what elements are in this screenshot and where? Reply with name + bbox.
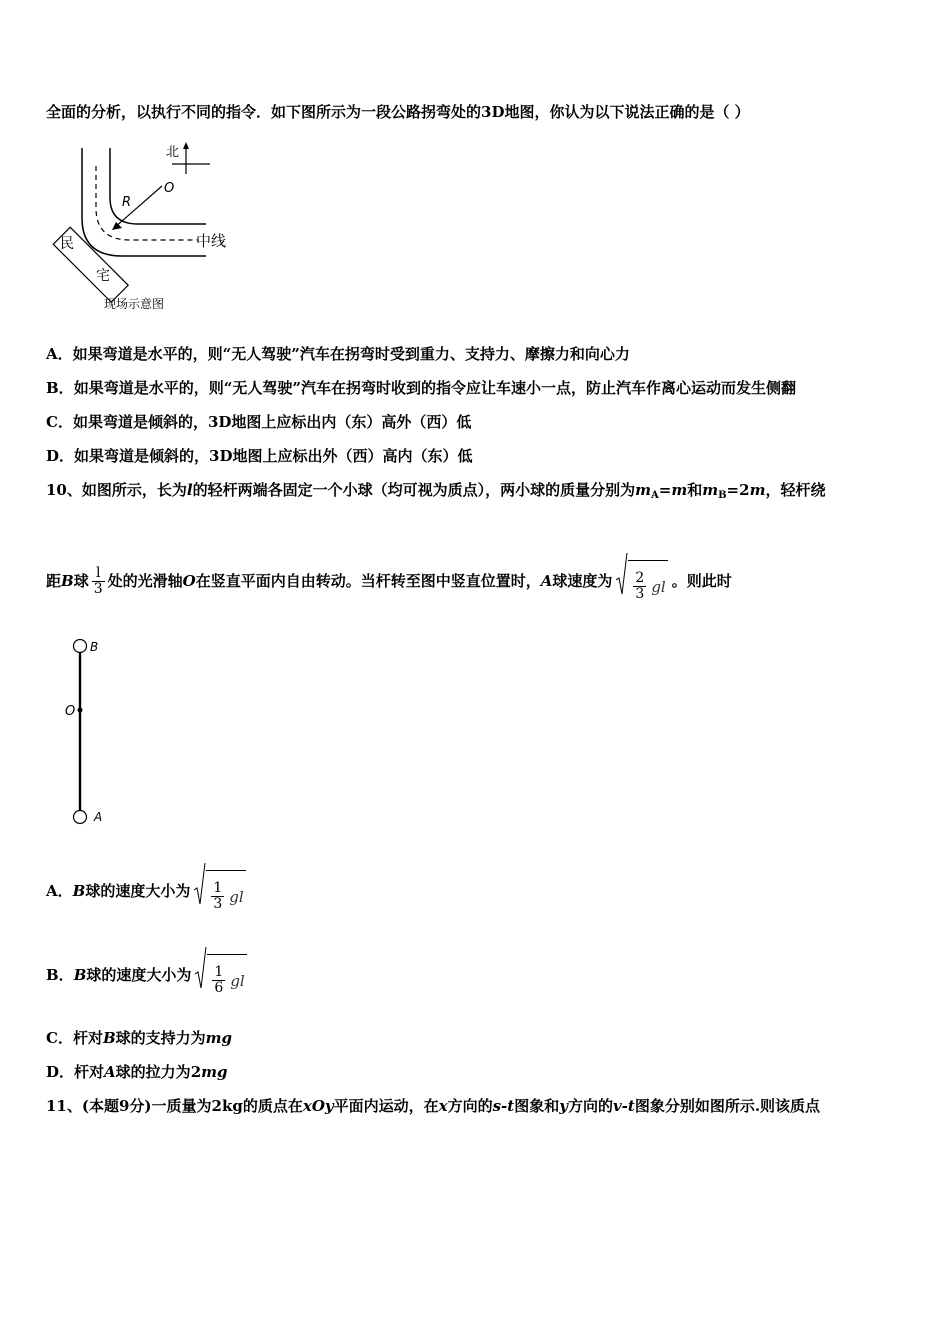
axis-o-dot (78, 708, 83, 713)
option-text: 球的拉力为 (115, 1063, 191, 1081)
q10-text-a: 如图所示，长为 (81, 481, 187, 499)
road-center-dashed (96, 166, 198, 240)
axis-o-ref: O (182, 571, 196, 590)
sqrt-sign-icon (616, 552, 628, 596)
label-a: A (94, 810, 103, 824)
frac-den: 6 (214, 980, 224, 996)
sqrt-sign-icon (194, 862, 206, 906)
sqrt-one-sixth-gl (195, 946, 246, 1006)
q11-mass: 2kg (211, 1097, 243, 1115)
q10-text-f: 处的光滑轴 (107, 571, 183, 590)
north-arrowhead (183, 142, 189, 149)
q10-option-a (46, 862, 250, 922)
ball-ref: B (72, 881, 86, 900)
q11-text-e: 图象和 (514, 1097, 560, 1115)
sqrt-fraction (211, 881, 224, 912)
option-text: 球的速度大小为 (86, 965, 192, 984)
option-pre: 杆对 (72, 1029, 103, 1047)
option-letter: A． (46, 881, 73, 900)
house-label-1: 民 (60, 236, 74, 252)
option-letter: C． (46, 413, 73, 431)
option-letter: D． (46, 1063, 75, 1081)
q10-option-d (46, 1062, 228, 1082)
centerline-label: 中线 (196, 232, 227, 250)
road-inner-edge (110, 148, 206, 224)
frac-num: l (92, 566, 105, 582)
question-number: 11、 (46, 1097, 82, 1115)
q10-text-b: 的轻杆两端各固定一个小球（均可视为质点），两小球的质量分别为 (192, 481, 636, 499)
q10-text-g: 在竖直平面内自由转动。当杆转至图中竖直位置时， (195, 571, 541, 590)
mass-a-value: m (671, 481, 688, 499)
frac-num: 2 (635, 570, 645, 586)
gl-term: gl (229, 887, 244, 906)
sqrt-sign-icon (195, 946, 207, 990)
rod-figure (60, 636, 120, 832)
q9-option-b (46, 378, 796, 398)
q10-text-c: ，轻杆绕 (765, 481, 826, 499)
q9-option-c (46, 412, 471, 432)
r-label: R (122, 195, 132, 210)
q10-text-d: 距 (46, 571, 62, 590)
frac-num: 1 (213, 880, 223, 896)
frac-den: 3 (635, 586, 645, 602)
o-label: O (164, 181, 175, 196)
q10-option-c (46, 1028, 232, 1048)
mass-b-value: m (749, 481, 766, 499)
sqrt-fraction (633, 571, 646, 602)
fraction-l-over-3 (92, 566, 105, 597)
q11-x: x (438, 1097, 448, 1115)
option-text: 如果弯道是倾斜的，3D地图上应标出内（东）高外（西）低 (72, 413, 472, 431)
sqrt-one-third-gl (194, 862, 245, 922)
ball-a (74, 811, 87, 824)
q10-text-i: 。则此时 (671, 571, 732, 590)
option-letter: A． (46, 345, 73, 363)
sqrt-fraction (212, 965, 225, 996)
option-value-var: mg (201, 1063, 228, 1081)
mass-a-sub: A (650, 490, 659, 501)
north-label: 北 (166, 145, 180, 160)
question-number: 10、 (46, 481, 82, 499)
house-label-2: 宅 (96, 268, 110, 284)
q11-text-g: 图象分别如图所示.则该质点 (634, 1097, 821, 1115)
q10-line-2 (46, 552, 732, 602)
option-pre: 杆对 (74, 1063, 105, 1081)
option-letter: D． (46, 447, 75, 465)
option-letter: B． (46, 965, 74, 984)
q11-plane: xOy (302, 1097, 334, 1115)
option-text: 如果弯道是水平的，则“无人驾驶”汽车在拐弯时受到重力、支持力、摩擦力和向心力 (72, 345, 630, 363)
var-l: l (186, 481, 193, 499)
mass-b-sub: B (718, 490, 727, 501)
q11-text-a: 一质量为 (151, 1097, 212, 1115)
q9-option-a (46, 344, 630, 364)
q10-and: 和 (687, 481, 703, 499)
q10-text-e: 球 (73, 571, 89, 590)
ball-ref: B (73, 965, 87, 984)
q11-line-1 (46, 1096, 820, 1116)
ball-ref: A (104, 1063, 116, 1081)
mass-b-eq: =2 (726, 481, 750, 499)
q9-option-d (46, 446, 472, 466)
mass-a-eq: = (658, 481, 672, 499)
ball-b (74, 640, 87, 653)
ball-ref: B (102, 1029, 116, 1047)
label-o: O (65, 704, 76, 719)
q11-text-b: 的质点在 (242, 1097, 303, 1115)
sqrt-two-thirds-gl (616, 552, 667, 612)
q10-text-h: 球速度为 (552, 571, 613, 590)
q11-st: s-t (492, 1097, 515, 1115)
q11-text-c: 平面内运动，在 (333, 1097, 439, 1115)
figure-caption: 现场示意图 (104, 297, 165, 311)
road-bend-figure (46, 138, 246, 318)
q11-tag: (本题9分) (81, 1097, 152, 1115)
gl-term: gl (651, 577, 666, 596)
q11-text-f: 方向的 (567, 1097, 613, 1115)
option-value-num: 2 (190, 1063, 202, 1081)
option-value: mg (205, 1029, 233, 1047)
frac-den: 3 (213, 896, 223, 912)
frac-num: 1 (214, 964, 224, 980)
q11-vt: v-t (612, 1097, 635, 1115)
option-text: 球的支持力为 (115, 1029, 206, 1047)
radius-arrowhead (112, 222, 122, 230)
option-text: 如果弯道是水平的，则“无人驾驶”汽车在拐弯时收到的指令应让车速小一点，防止汽车作离心运动而发生侧翻 (73, 379, 796, 397)
mass-a-symbol: m (635, 481, 651, 499)
mass-b-symbol: m (702, 481, 719, 499)
q11-y: y (559, 1097, 568, 1115)
q11-text-d: 方向的 (447, 1097, 493, 1115)
frac-den: 3 (93, 581, 103, 598)
option-letter: C． (46, 1029, 73, 1047)
intro-question-text: 全面的分析，以执行不同的指令．如下图所示为一段公路拐弯处的3D地图，你认为以下说法正确的是（ ） (46, 103, 750, 121)
option-letter: B． (46, 379, 74, 397)
q10-line-1 (46, 480, 825, 506)
option-text: 球的速度大小为 (85, 881, 191, 900)
label-b: B (90, 640, 99, 654)
ball-b-ref: B (61, 571, 74, 590)
option-text: 如果弯道是倾斜的，3D地图上应标出外（西）高内（东）低 (74, 447, 473, 465)
gl-term: gl (230, 971, 245, 990)
q10-option-b (46, 946, 251, 1006)
ball-a-ref: A (540, 571, 553, 590)
